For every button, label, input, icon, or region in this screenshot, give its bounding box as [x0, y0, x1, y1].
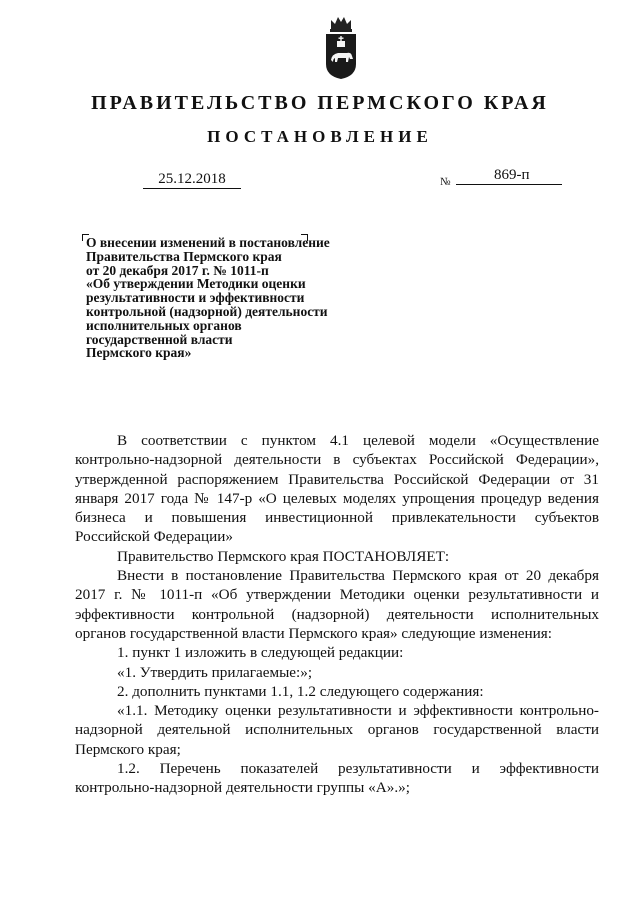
body-paragraph: «1.1. Методику оценки результативности и эффективности контрольно-надзорной деятельной исполнительных органов государственной власти Пермского края;: [75, 702, 599, 758]
body-paragraph: «1. Утвердить прилагаемые:»;: [117, 663, 313, 681]
body-paragraph: В соответствии с пунктом 4.1 целевой модели «Осуществление контрольно-надзорной деятельности в субъектах Российской Федерации», утвержденной распоряжением Правительства Российской Федерации от 31 января 2017 года № 147-р «О целевых моделях упрощения процедур ведения бизнеса и повышения инвестиционной привлекательности субъектов Российской Федерации»: [75, 432, 599, 546]
coat-of-arms-icon: [323, 14, 359, 80]
body-paragraph: 2. дополнить пунктами 1.1, 1.2 следующего содержания:: [117, 682, 484, 700]
subject-line: результативности и эффективности: [86, 290, 305, 306]
subject-line: «Об утверждении Методики оценки: [86, 276, 306, 292]
subject-line: Правительства Пермского края: [86, 248, 282, 264]
body-paragraph: 1.2. Перечень показателей результативности и эффективности контрольно-надзорной деятельности группы «А».»;: [75, 760, 599, 797]
document-date: 25.12.2018: [143, 170, 241, 189]
document-number: 869-п: [456, 166, 562, 185]
subject-line: исполнительных органов: [86, 317, 242, 333]
subject-line: государственной власти: [86, 331, 233, 347]
subject-line: Пермского края»: [86, 345, 192, 361]
subject-line: контрольной (надзорной) деятельности: [86, 303, 328, 319]
number-sign: №: [440, 176, 451, 188]
subject-line: О внесении изменений в постановление: [86, 235, 330, 250]
body-paragraph: Внести в постановление Правительства Пермского края от 20 декабря 2017 г. № 1011-п «Об утверждении Методики оценки результативности и эффективности контрольной (надзорной) деятельности исполнительных органов государственной власти Пермского края» следующие изменения:: [75, 567, 599, 642]
document-subject: [86, 236, 386, 360]
document-type: ПОСТАНОВЛЕНИЕ: [207, 127, 433, 146]
body-paragraph: 1. пункт 1 изложить в следующей редакции:: [117, 644, 404, 662]
government-title: ПРАВИТЕЛЬСТВО ПЕРМСКОГО КРАЯ: [91, 92, 549, 114]
body-paragraph: Правительство Пермского края ПОСТАНОВЛЯЕТ:: [117, 547, 450, 565]
subject-line: от 20 декабря 2017 г. № 1011-п: [86, 262, 269, 278]
document-body: [75, 431, 599, 798]
